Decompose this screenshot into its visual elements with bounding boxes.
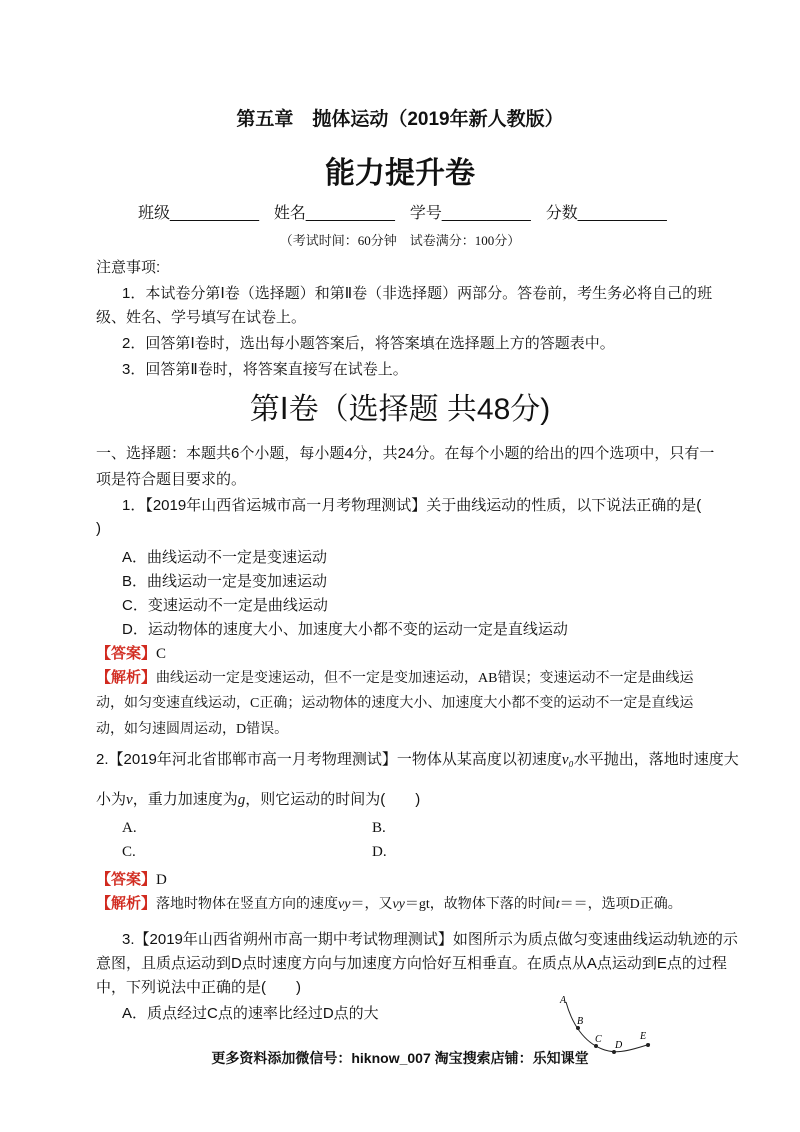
class-label: 班级 [138,205,171,222]
q2-stem-text-4: ，重力加速度为 [132,791,238,808]
answer-value: D [156,872,167,888]
analysis-label: 【解析】 [96,895,157,912]
g-symbol: g [237,792,246,808]
q3-stem-cont2: 中，下列说法中正确的是( ) [96,979,301,996]
q2-stem-text-5: ，则它运动的时间为( ) [245,791,421,808]
answer-value: C [156,646,167,662]
name-blank: __________ [305,205,395,222]
q2-stem-text: 2.【2019年河北省邯郸市高一月考物理测试】一物体从某高度以初速度 [96,751,562,768]
q3-stem: 3.【2019年山西省朔州市高一期中考试物理测试】如图所示为质点做匀变速曲线运动轨迹的示 [122,931,738,948]
q2-option-a: A. [122,820,137,836]
section1-intro-cont: 项是符合题目要求的。 [96,471,247,488]
q3-stem-cont1: 意图，且质点运动到D点时速度方向与加速度方向恰好互相垂直。在质点从A点运动到E点的过程 [96,955,727,972]
q1-analysis-cont2: 动，如匀速圆周运动，D错误。 [96,722,289,737]
q2-stem-text-2: 水平抛出，落地时速度大 [573,751,739,768]
t-symbol: t [555,897,560,912]
label-a: A [560,995,567,1006]
analysis-label: 【解析】 [96,669,157,686]
label-d: D [615,1040,623,1051]
q1-stem: 1．【2019年山西省运城市高一月考物理测试】关于曲线运动的性质，以下说法正确的是( [122,497,702,514]
answer-label: 【答案】 [96,645,157,662]
label-e: E [640,1031,647,1042]
q1-option-b: B．曲线运动一定是变加速运动 [122,573,328,590]
q2-option-d: D. [372,844,387,860]
analysis-text: 曲线运动一定是变速运动，但不一定是变加速运动，AB错误；变速运动不一定是曲线运 [156,671,694,686]
info-fields [138,200,667,223]
exam-title: 能力提升卷 [325,157,475,190]
q2-stem-text-3: 小为 [96,791,127,808]
analysis-text-4: ＝＝，选项D正确。 [559,897,682,912]
score-blank: __________ [577,205,667,222]
q1-analysis-cont1: 动，如匀变速直线运动，C正确；运动物体的速度大小、加速度大小都不变的运动不一定是直线运 [96,696,694,711]
q2-option-c: C. [122,844,136,860]
point-e [646,1043,650,1047]
analysis-text-2: ＝，又 [350,897,393,912]
q1-option-c: C．变速运动不一定是曲线运动 [122,597,328,614]
section1-intro: 一、选择题：本题共6个小题，每小题4分，共24分。在每个小题的给出的四个选项中，只有一 [96,445,715,462]
q1-stem-cont: ) [96,520,101,537]
id-label: 学号 [409,205,442,222]
label-c: C [595,1034,602,1045]
v0-symbol: v₀ [561,752,574,768]
note-item-1-cont: 级、姓名、学号填写在试卷上。 [96,309,307,326]
q2-stem-cont [96,788,420,809]
note-item-1: 1．本试卷分第Ⅰ卷（选择题）和第Ⅱ卷（非选择题）两部分。答卷前，考生务必将自己的班 [122,285,713,302]
exam-meta: （考试时间：60分钟 试卷满分：100分） [279,233,521,248]
note-item-2: 2．回答第Ⅰ卷时，选出每小题答案后，将答案填在选择题上方的答题表中。 [122,335,615,352]
vy-symbol: vy [338,897,351,912]
class-blank: __________ [170,205,259,222]
q2-stem [96,748,739,769]
q1-option-d: D．运动物体的速度大小、加速度大小都不变的运动一定是直线运动 [122,621,568,638]
id-blank: __________ [441,205,531,222]
v-symbol: v [126,792,133,808]
answer-label: 【答案】 [96,871,157,888]
q2-answer [96,868,167,889]
q1-analysis [96,666,693,687]
q1-answer [96,642,166,663]
q1-option-a: A．曲线运动不一定是变速运动 [122,549,328,566]
part1-title: 第Ⅰ卷（选择题 共48分) [249,393,551,426]
notes-heading: 注意事项: [96,259,161,276]
name-label: 姓名 [273,205,306,222]
q2-analysis [96,892,682,913]
footer-contact: 更多资料添加微信号：hiknow_007 淘宝搜索店铺：乐知课堂 [211,1050,589,1066]
score-label: 分数 [545,205,578,222]
q3-option-a: A．质点经过C点的速率比经过D点的大 [122,1005,379,1022]
analysis-text-3: ＝gt，故物体下落的时间 [404,897,556,912]
note-item-3: 3．回答第Ⅱ卷时，将答案直接写在试卷上。 [122,361,408,378]
label-b: B [577,1016,584,1027]
chapter-title: 第五章 抛体运动（2019年新人教版） [236,109,564,130]
vy-symbol-2: vy [392,897,405,912]
q2-option-b: B. [372,820,386,836]
analysis-text: 落地时物体在竖直方向的速度 [156,897,339,912]
